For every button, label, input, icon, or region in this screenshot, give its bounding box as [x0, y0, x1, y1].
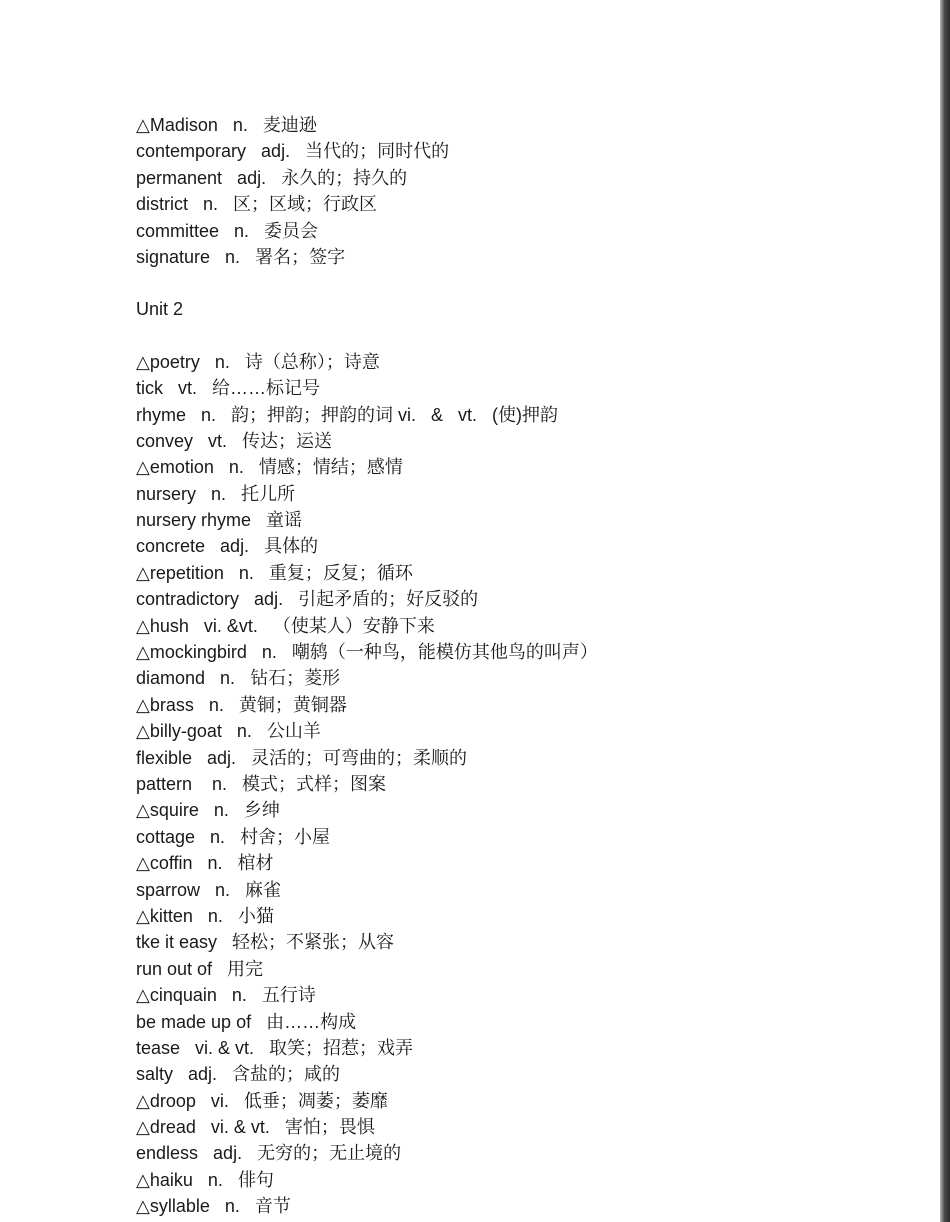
- vocab-entry: nursery n. 托儿所: [136, 483, 296, 504]
- vocab-entry: △repetition n. 重复；反复；循环: [136, 562, 413, 583]
- spacer: [136, 270, 926, 296]
- vocab-entry: tease vi. & vt. 取笑；招惹；戏弄: [136, 1037, 414, 1058]
- vocab-entry: tke it easy 轻松；不紧张；从容: [136, 932, 395, 953]
- vocab-entry: sparrow n. 麻雀: [136, 879, 282, 900]
- vocab-entry: flexible adj. 灵活的；可弯曲的；柔顺的: [136, 747, 468, 768]
- vocab-entry: diamond n. 钻石；菱形: [136, 668, 341, 689]
- vocab-entry: be made up of 由……构成: [136, 1011, 357, 1032]
- vocab-entry: △poetry n. 诗（总称）；诗意: [136, 351, 380, 372]
- vocab-section-2: [136, 349, 926, 1220]
- vocab-entry: run out of 用完: [136, 958, 264, 979]
- unit-heading: Unit 2: [136, 299, 184, 320]
- vocab-entry: rhyme n. 韵；押韵；押韵的词 vi. & vt. (使)押韵: [136, 404, 559, 425]
- vocab-entry: tick vt. 给……标记号: [136, 378, 321, 399]
- vocab-entry: △syllable n. 音节: [136, 1196, 291, 1217]
- vocab-entry: nursery rhyme 童谣: [136, 510, 303, 531]
- vocab-entry: convey vt. 传达；运送: [136, 430, 333, 451]
- vocab-entry: salty adj. 含盐的；咸的: [136, 1064, 341, 1085]
- vocab-section-1: [136, 112, 926, 270]
- vocab-entry: △kitten n. 小猫: [136, 905, 274, 926]
- vocab-entry: △dread vi. & vt. 害怕；畏惧: [136, 1117, 375, 1138]
- vocab-entry: cottage n. 村舍；小屋: [136, 826, 331, 847]
- vocab-entry: △squire n. 乡绅: [136, 800, 280, 821]
- vocab-entry: committee n. 委员会: [136, 220, 319, 241]
- page-edge-shadow: [940, 0, 950, 1222]
- vocab-entry: △haiku n. 俳句: [136, 1169, 274, 1190]
- vocab-entry: △coffin n. 棺材: [136, 853, 274, 874]
- spacer: [136, 323, 926, 349]
- vocab-entry: △emotion n. 情感；情结；感情: [136, 457, 403, 478]
- vocab-entry: △droop vi. 低垂；凋萎；萎靡: [136, 1090, 388, 1111]
- vocab-entry: △cinquain n. 五行诗: [136, 985, 316, 1006]
- vocab-entry: endless adj. 无穷的；无止境的: [136, 1143, 402, 1164]
- vocab-entry: △hush vi. &vt. （使某人）安静下来: [136, 615, 435, 636]
- vocabulary-document: [136, 112, 926, 1220]
- vocab-entry: △Madison n. 麦迪逊: [136, 115, 317, 135]
- vocab-entry: concrete adj. 具体的: [136, 536, 319, 557]
- vocab-entry: △billy-goat n. 公山羊: [136, 721, 321, 742]
- vocab-entry: district n. 区；区域；行政区: [136, 194, 378, 215]
- vocab-entry: △brass n. 黄铜；黄铜器: [136, 694, 347, 715]
- vocab-entry: △mockingbird n. 嘲鸫（一种鸟，能模仿其他鸟的叫声）: [136, 642, 598, 663]
- vocab-entry: permanent adj. 永久的；持久的: [136, 167, 408, 188]
- vocab-entry: signature n. 署名；签字: [136, 246, 346, 267]
- vocab-entry: pattern n. 模式；式样；图案: [136, 773, 387, 794]
- vocab-entry: contradictory adj. 引起矛盾的；好反驳的: [136, 589, 479, 610]
- vocab-entry: contemporary adj. 当代的；同时代的: [136, 141, 450, 162]
